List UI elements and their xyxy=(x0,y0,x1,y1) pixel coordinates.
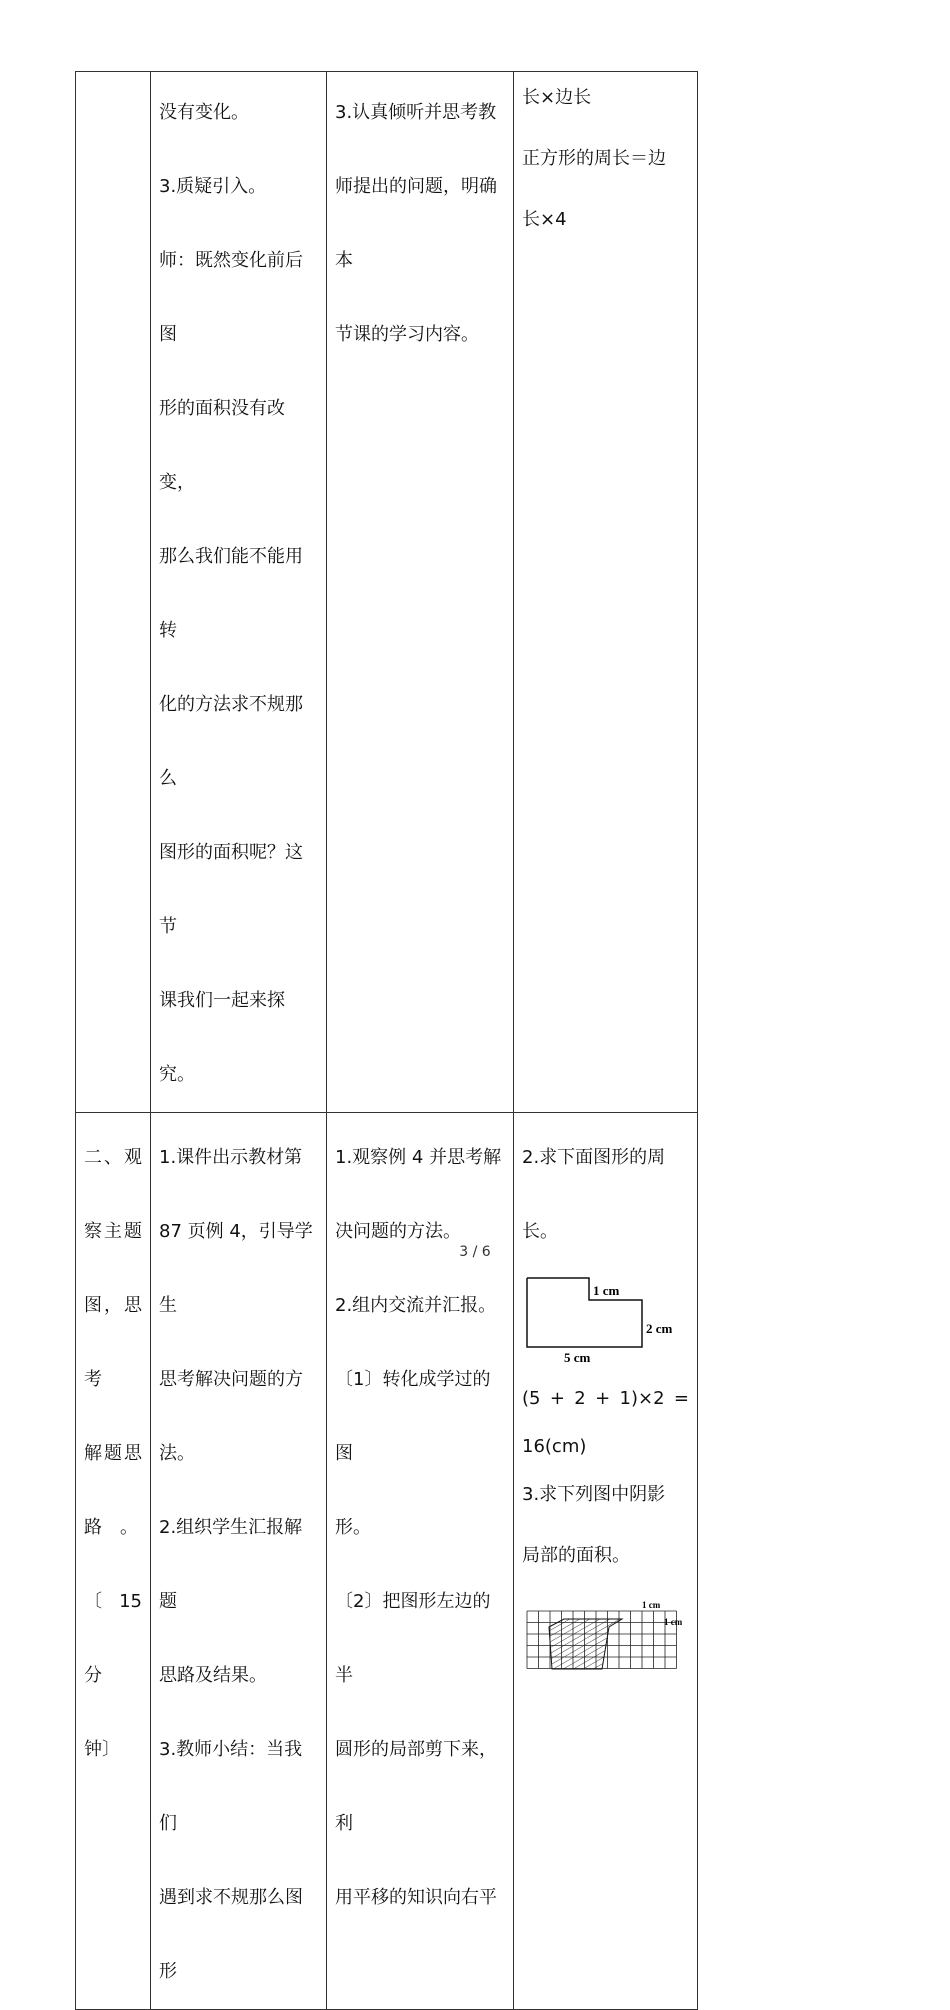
text-line: 3.教师小结：当我们 xyxy=(159,1739,303,1834)
teacher-activity-cell xyxy=(151,72,327,1113)
text-line: 长×4 xyxy=(522,209,567,230)
text-line: 师提出的问题，明确本 xyxy=(335,176,497,271)
text-line: 形。 xyxy=(335,1517,371,1538)
text-line: 那么我们能不能用转 xyxy=(159,546,303,641)
label-5cm: 5 cm xyxy=(564,1350,591,1365)
text-line: 1.课件出示教材第 xyxy=(159,1147,303,1168)
text-line: 〔2〕把图形左边的半 xyxy=(335,1591,491,1686)
text-line: 〔1〕转化成学过的图 xyxy=(335,1369,491,1464)
text-line: 图，思考 xyxy=(84,1295,142,1390)
text-line: 87 页例 4，引导学生 xyxy=(159,1221,313,1316)
text-line: 2.组织学生汇报解题 xyxy=(159,1517,303,1612)
text-line: 课我们一起来探究。 xyxy=(159,990,285,1085)
text-line: 钟〕 xyxy=(84,1739,120,1760)
label-1cm-top: 1 cm xyxy=(642,1600,661,1610)
text-line: 图形的面积呢？这节 xyxy=(159,842,303,937)
l-shape-outline xyxy=(527,1278,642,1347)
text-line: 路 。 xyxy=(84,1517,138,1538)
text-line: 正方形的周长＝边 xyxy=(522,148,666,169)
text-line: 化的方法求不规那么 xyxy=(159,694,303,789)
text-line: 2.求下面图形的周 xyxy=(522,1147,666,1168)
table-row xyxy=(76,72,698,1113)
text-line: 3.认真倾听并思考教 xyxy=(335,102,497,123)
step-cell xyxy=(76,72,151,1113)
label-1cm-side: 1 cm xyxy=(664,1617,683,1627)
text-line: 局部的面积。 xyxy=(522,1545,630,1566)
page-number: 3 / 6 xyxy=(459,1244,491,1260)
shaded-grid-figure xyxy=(524,1599,689,1687)
text-line: 形的面积没有改变， xyxy=(159,398,285,493)
text-line: 解题思 xyxy=(84,1443,142,1464)
text-line: 法。 xyxy=(159,1443,195,1464)
text-line: 3.质疑引入。 xyxy=(159,176,267,197)
l-shape-figure xyxy=(524,1275,689,1375)
text-line: 思路及结果。 xyxy=(159,1665,267,1686)
label-1cm: 1 cm xyxy=(593,1283,620,1298)
text-line: 没有变化。 xyxy=(159,102,249,123)
shaded-region xyxy=(549,1619,622,1669)
text-line: 用平移的知识向右平 xyxy=(335,1887,497,1908)
text-line: 〔15 分 xyxy=(84,1591,142,1686)
text-line: 思考解决问题的方 xyxy=(159,1369,303,1390)
text-line: 圆形的局部剪下来，利 xyxy=(335,1739,497,1834)
text-line: 3.求下列图中阴影 xyxy=(522,1484,666,1505)
lesson-plan-table xyxy=(75,71,698,2010)
text-line: 2.组内交流并汇报。 xyxy=(335,1295,497,1316)
answer-line: 16(cm) xyxy=(522,1436,587,1457)
text-line: 决问题的方法。 xyxy=(335,1221,461,1242)
answer-line: (5 + 2 + 1)×2 = xyxy=(522,1388,689,1409)
student-activity-cell xyxy=(327,72,514,1113)
text-line: 察主题 xyxy=(84,1221,142,1242)
text-line: 1.观察例 4 并思考解 xyxy=(335,1147,502,1168)
label-2cm: 2 cm xyxy=(646,1321,673,1336)
text-line: 遇到求不规那么图形 xyxy=(159,1887,303,1982)
exercise-cell xyxy=(514,72,698,1113)
text-line: 长。 xyxy=(522,1221,558,1242)
text-line: 节课的学习内容。 xyxy=(335,324,479,345)
text-line: 二、观 xyxy=(84,1147,142,1168)
text-line: 师：既然变化前后图 xyxy=(159,250,303,345)
text-line: 长×边长 xyxy=(522,87,592,108)
